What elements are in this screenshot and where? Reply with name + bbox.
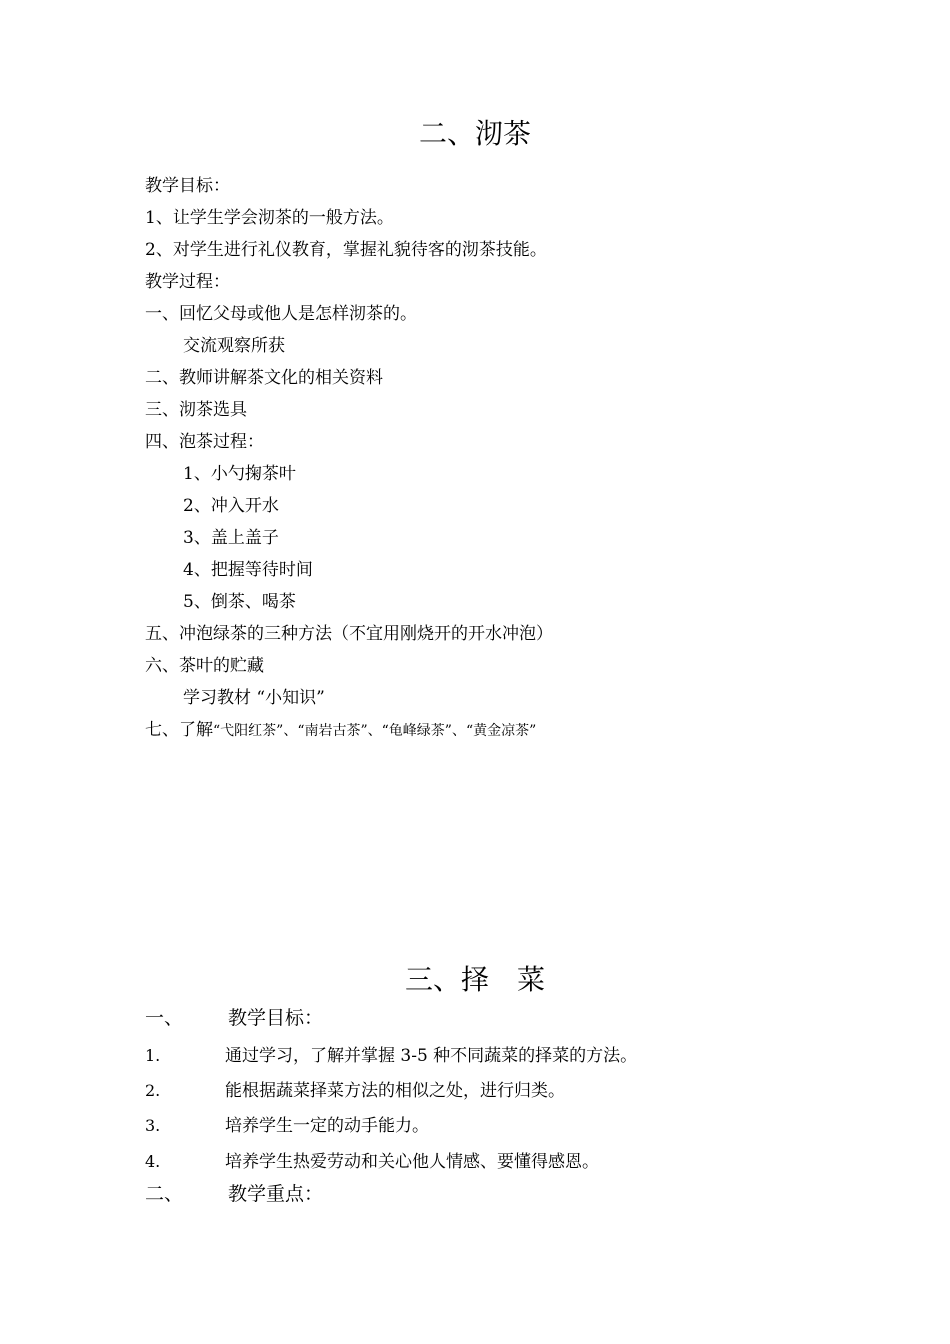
item-number: 3.: [145, 1116, 161, 1135]
objectives-heading: 教学目标：: [228, 1007, 324, 1029]
objective-item: 培养学生热爱劳动和关心他人情感、要懂得感恩。: [225, 1152, 599, 1172]
process-substep: 3、盖上盖子: [183, 528, 279, 548]
process-substep: 学习教材 “小知识”: [183, 688, 325, 708]
objective-line: 2、对学生进行礼仪教育，掌握礼貌待客的沏茶技能。: [145, 240, 547, 260]
objective-item: 能根据蔬菜择菜方法的相似之处，进行归类。: [225, 1081, 565, 1101]
process-substep: 2、冲入开水: [183, 496, 279, 516]
objective-item: 培养学生一定的动手能力。: [225, 1116, 429, 1136]
section-title-tea: 二、沏茶: [418, 117, 531, 150]
objective-line: 1、让学生学会沏茶的一般方法。: [145, 208, 394, 228]
objective-item: 通过学习，了解并掌握 3-5 种不同蔬菜的择菜的方法。: [225, 1046, 638, 1066]
process-step: [145, 719, 536, 742]
section-title-vegetables: 三、择 菜: [404, 963, 545, 996]
step-prefix: 七、了解: [145, 720, 213, 740]
process-step: 三、沏茶选具: [145, 400, 247, 420]
heading-number: 二、: [145, 1183, 184, 1205]
process-step: 一、回忆父母或他人是怎样沏茶的。: [145, 304, 417, 324]
item-number: 2.: [145, 1081, 161, 1100]
heading-number: 一、: [145, 1007, 184, 1029]
process-substep: 5、倒茶、喝茶: [183, 592, 296, 612]
process-substep: 1、小勺掬茶叶: [183, 464, 296, 484]
process-step: 五、冲泡绿茶的三种方法（不宜用刚烧开的开水冲泡）: [145, 624, 553, 644]
process-step: 六、茶叶的贮藏: [145, 656, 264, 676]
key-points-heading: 教学重点：: [228, 1183, 324, 1205]
item-number: 4.: [145, 1152, 161, 1171]
tea-names: “弋阳红茶”、“南岩古茶”、“龟峰绿茶”、“黄金凉茶”: [213, 723, 537, 739]
process-heading: 教学过程：: [145, 272, 230, 292]
process-substep: 4、把握等待时间: [183, 560, 313, 580]
process-step: 二、教师讲解茶文化的相关资料: [145, 368, 383, 388]
objectives-heading: 教学目标：: [145, 176, 230, 196]
process-step: 四、泡茶过程：: [145, 432, 264, 452]
process-substep: 交流观察所获: [183, 336, 285, 356]
item-number: 1.: [145, 1046, 161, 1065]
